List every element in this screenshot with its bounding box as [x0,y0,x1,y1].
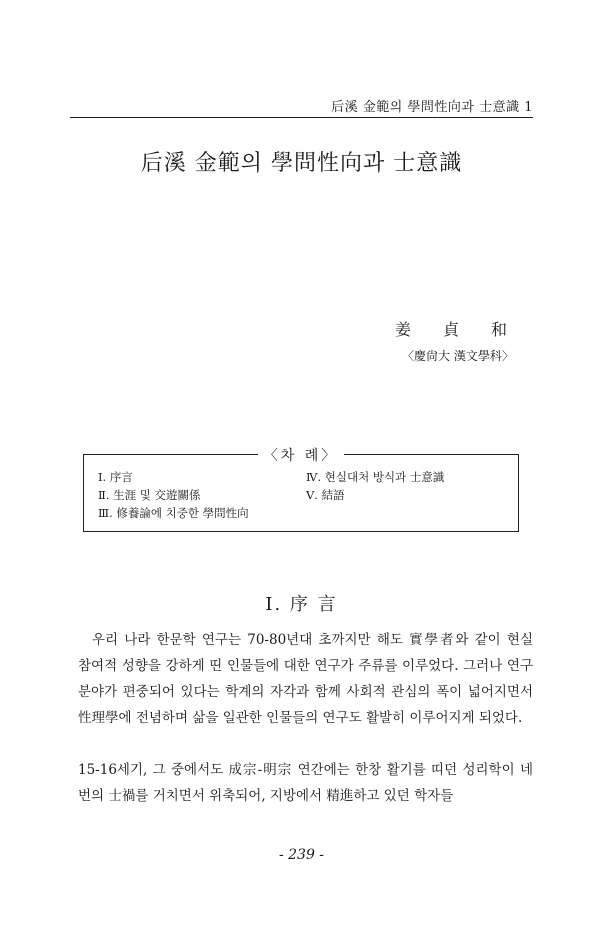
author-name: 姜貞和 [395,320,540,339]
toc-item-1: Ⅰ. 序言 [98,470,133,484]
toc-item-5: Ⅴ. 結語 [306,488,345,502]
section-title: Ⅰ. 序 言 [265,594,338,615]
header-rule [70,117,533,118]
paragraph-2: 15-16세기, 그 중에서도 成宗-明宗 연간에는 한창 활기를 띠던 성리학이 네 번의 士禍를 거치면서 위축되어, 지방에서 精進하고 있던 학자들 [78,762,533,804]
toc-item-3: Ⅲ. 修養論에 치중한 學問性向 [98,506,249,520]
running-head: 后溪 金範의 學問性向과 士意識 1 [331,100,533,115]
table-of-contents [83,448,519,532]
article-title: 后溪 金範의 學問性向과 士意識 [140,151,463,176]
toc-item-4: Ⅳ. 현실대처 방식과 士意識 [306,470,445,484]
toc-heading: 〈차 례〉 [84,445,518,465]
page-number: - 239 - [278,847,325,863]
author-affiliation: 〈慶尙大 漢文學科〉 [402,349,514,363]
toc-item-2: Ⅱ. 生涯 및 交遊關係 [98,488,201,502]
paragraph-1: 우리 나라 한문학 연구는 70-80년대 초까지만 해도 實學者와 같이 현실 참여적 성향을 강하게 띤 인물들에 대한 연구가 주류를 이루었다. 그러나 연구 분야가 편중되어 있다는 학계의 자각과 함께 사회적 관심의 폭이 넓어지면서 性理學에 전념하며 삶을 일관한 인물들의 연구도 활발히 이루어지게 되었다. [78,632,533,726]
